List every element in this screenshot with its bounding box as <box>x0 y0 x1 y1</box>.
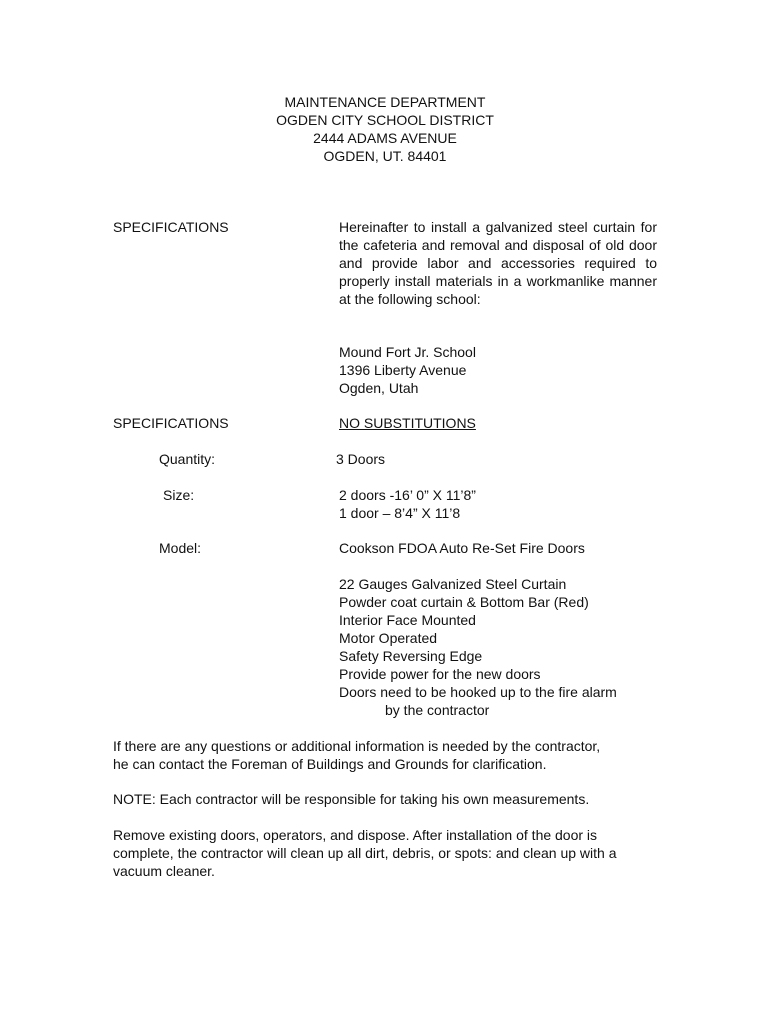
paragraph-line: If there are any questions or additional information is needed by the contractor, <box>113 738 601 754</box>
school-street: 1396 Liberty Avenue <box>339 362 467 378</box>
header-street: 2444 ADAMS AVENUE <box>313 130 457 146</box>
size-values <box>339 486 476 522</box>
document-header <box>0 93 770 165</box>
header-district: OGDEN CITY SCHOOL DISTRICT <box>276 112 494 128</box>
removal-paragraph <box>113 826 665 880</box>
measurements-note <box>113 790 665 808</box>
specifications-label-2: SPECIFICATIONS <box>113 415 229 431</box>
feature-list <box>339 575 617 719</box>
feature-item: Interior Face Mounted <box>339 612 476 628</box>
feature-item: 22 Gauges Galvanized Steel Curtain <box>339 576 567 592</box>
school-city: Ogden, Utah <box>339 380 419 396</box>
feature-item: Motor Operated <box>339 630 438 646</box>
no-substitutions-note: NO SUBSTITUTIONS <box>339 415 476 431</box>
feature-item: Powder coat curtain & Bottom Bar (Red) <box>339 594 589 610</box>
size-line: 2 doors -16’ 0” X 11’8” <box>339 487 476 503</box>
size-line: 1 door – 8’4” X 11’8 <box>339 505 461 521</box>
header-city: OGDEN, UT. 84401 <box>323 148 447 164</box>
specifications-label-1: SPECIFICATIONS <box>113 219 229 235</box>
feature-item: Provide power for the new doors <box>339 666 541 682</box>
model-label: Model: <box>159 540 202 556</box>
school-address-block <box>339 343 476 397</box>
quantity-value: 3 Doors <box>336 451 386 467</box>
questions-paragraph <box>113 737 665 773</box>
quantity-label: Quantity: <box>159 451 216 467</box>
school-name: Mound Fort Jr. School <box>339 344 476 360</box>
feature-continuation: by the contractor <box>385 702 490 718</box>
paragraph-line: vacuum cleaner. <box>113 863 215 879</box>
paragraph-line: NOTE: Each contractor will be responsible for taking his own measurements. <box>113 791 590 807</box>
paragraph-line: he can contact the Foreman of Buildings and Grounds for clarification. <box>113 756 547 772</box>
header-department: MAINTENANCE DEPARTMENT <box>284 94 486 110</box>
paragraph-line: Remove existing doors, operators, and dispose. After installation of the door is <box>113 827 598 843</box>
model-value: Cookson FDOA Auto Re-Set Fire Doors <box>339 540 585 556</box>
size-label: Size: <box>163 487 195 503</box>
paragraph-line: complete, the contractor will clean up all dirt, debris, or spots: and clean up with a <box>113 845 617 861</box>
feature-item: Safety Reversing Edge <box>339 648 483 664</box>
specifications-description: Hereinafter to install a galvanized steel curtain for the cafeteria and removal and disposal of old door and provide labor and accessories required to properly install materials in a workmanlike manner at the following school: <box>339 219 657 307</box>
feature-item: Doors need to be hooked up to the fire alarm <box>339 684 617 700</box>
